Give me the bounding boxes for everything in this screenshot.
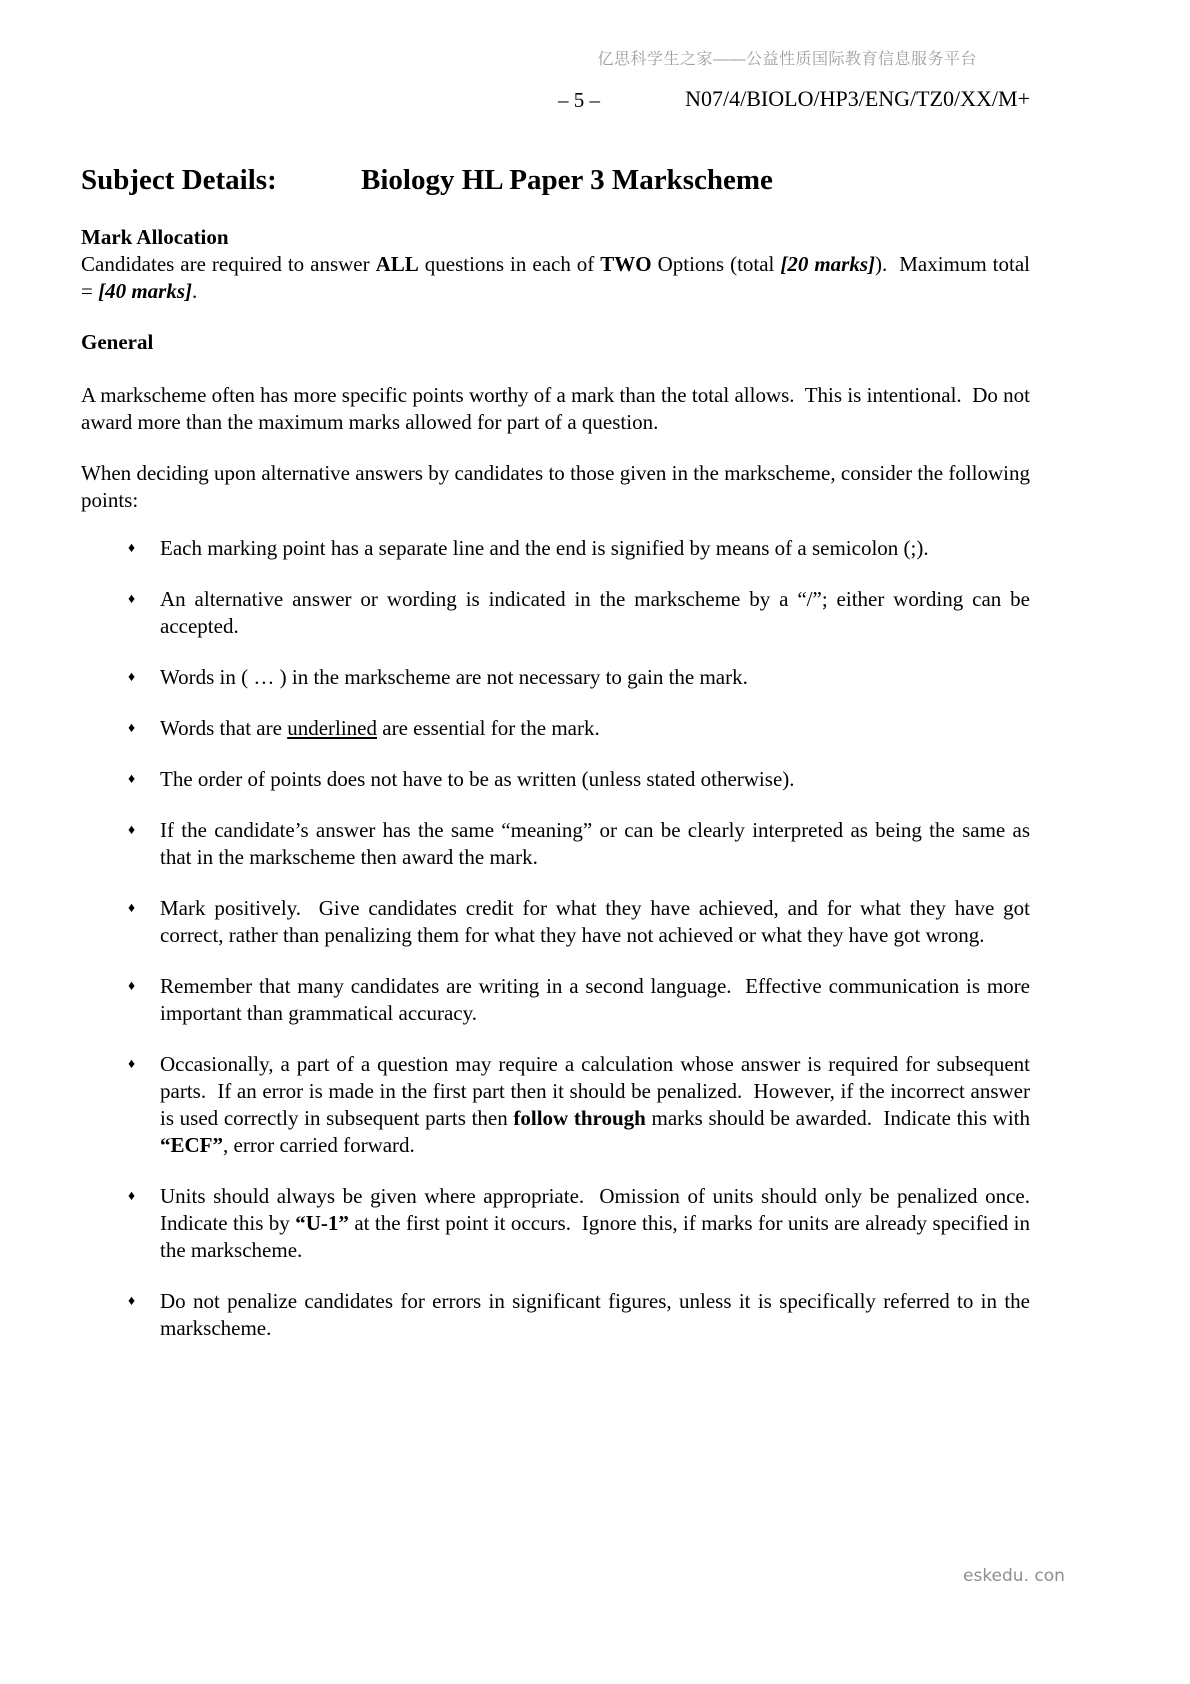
bullet-item [81,1288,1036,1342]
site-watermark-text: 亿思科学生之家——公益性质国际教育信息服务平台 [597,51,977,68]
diamond-bullet-icon: ♦ [128,823,136,838]
bullet-item [81,766,1030,793]
diamond-bullet-icon: ♦ [128,1189,136,1204]
title-text: Biology HL Paper 3 Markscheme [361,164,773,196]
diamond-bullet-icon: ♦ [128,979,136,994]
diamond-bullet-icon: ♦ [128,670,136,685]
bullet-item [81,1051,1036,1159]
bullet-list [81,535,1041,1342]
bullet-text: If the candidate’s answer has the same “meaning” or can be clearly interpreted as being the same as that in the markscheme then award the mark. [160,818,1036,869]
bullet-item [81,973,1036,1027]
bullet-text: Do not penalize candidates for errors in significant figures, unless it is specifically referred to in the markscheme. [160,1289,1036,1340]
diamond-bullet-icon: ♦ [128,901,136,916]
title-label: Subject Details: [81,164,277,196]
bullet-item [81,895,1036,949]
bullet-text: Each marking point has a separate line and the end is signified by means of a semicolon (;). [160,536,929,560]
bullet-text: An alternative answer or wording is indicated in the markscheme by a “/”; either wording can be accepted. [160,587,1036,638]
bullet-text: Units should always be given where appropriate. Omission of units should only be penalized once. Indicate this by “U-1” at the first point it occurs. Ignore this, if marks for units are already specified in the markscheme. [160,1184,1041,1262]
bullet-text: The order of points does not have to be as written (unless stated otherwise). [160,767,795,791]
bullet-text: Words that are underlined are essential for the mark. [160,716,600,740]
document-title [81,165,1030,196]
bullet-item [81,535,1030,562]
bullet-item [81,817,1036,871]
diamond-bullet-icon: ♦ [128,592,136,607]
bullet-item [81,715,1030,742]
bullet-text: Mark positively. Give candidates credit for what they have achieved, and for what they have got correct, rather than penalizing them for what they have not achieved or what they have got wrong. [160,896,1036,947]
general-paragraph-2: When deciding upon alternative answers by candidates to those given in the markscheme, consider the following points: [81,461,1036,512]
diamond-bullet-icon: ♦ [128,721,136,736]
document-body [81,164,1041,1366]
general-paragraph-1: A markscheme often has more specific points worthy of a mark than the total allows. This is intentional. Do not award more than the maximum marks allowed for part of a question. [81,383,1036,434]
bullet-item [81,586,1036,640]
bullet-text: Remember that many candidates are writing in a second language. Effective communication is more important than grammatical accuracy. [160,974,1036,1025]
bullet-text: Words in ( … ) in the markscheme are not necessary to gain the mark. [160,665,748,689]
bullet-item [81,664,1030,691]
page-number: – 5 – [558,88,600,112]
bullet-item [81,1183,1041,1264]
diamond-bullet-icon: ♦ [128,1294,136,1309]
section-heading-general: General [81,330,154,354]
exam-code: N07/4/BIOLO/HP3/ENG/TZ0/XX/M+ [685,86,1030,111]
diamond-bullet-icon: ♦ [128,772,136,787]
mark-allocation-paragraph: Candidates are required to answer ALL questions in each of TWO Options (total [20 marks]). Maximum total = [40 marks]. [81,252,1036,303]
section-heading-mark-allocation: Mark Allocation [81,225,229,249]
bullet-text: Occasionally, a part of a question may require a calculation whose answer is required for subsequent parts. If an error is made in the first part then it should be penalized. However, if the incorrect answer is used correctly in subsequent parts then follow through marks should be awarded. Indicate this with “ECF”, error carried forward. [160,1052,1036,1157]
footer-watermark-text: eskedu. con [963,1566,1065,1586]
diamond-bullet-icon: ♦ [128,1057,136,1072]
diamond-bullet-icon: ♦ [128,541,136,556]
